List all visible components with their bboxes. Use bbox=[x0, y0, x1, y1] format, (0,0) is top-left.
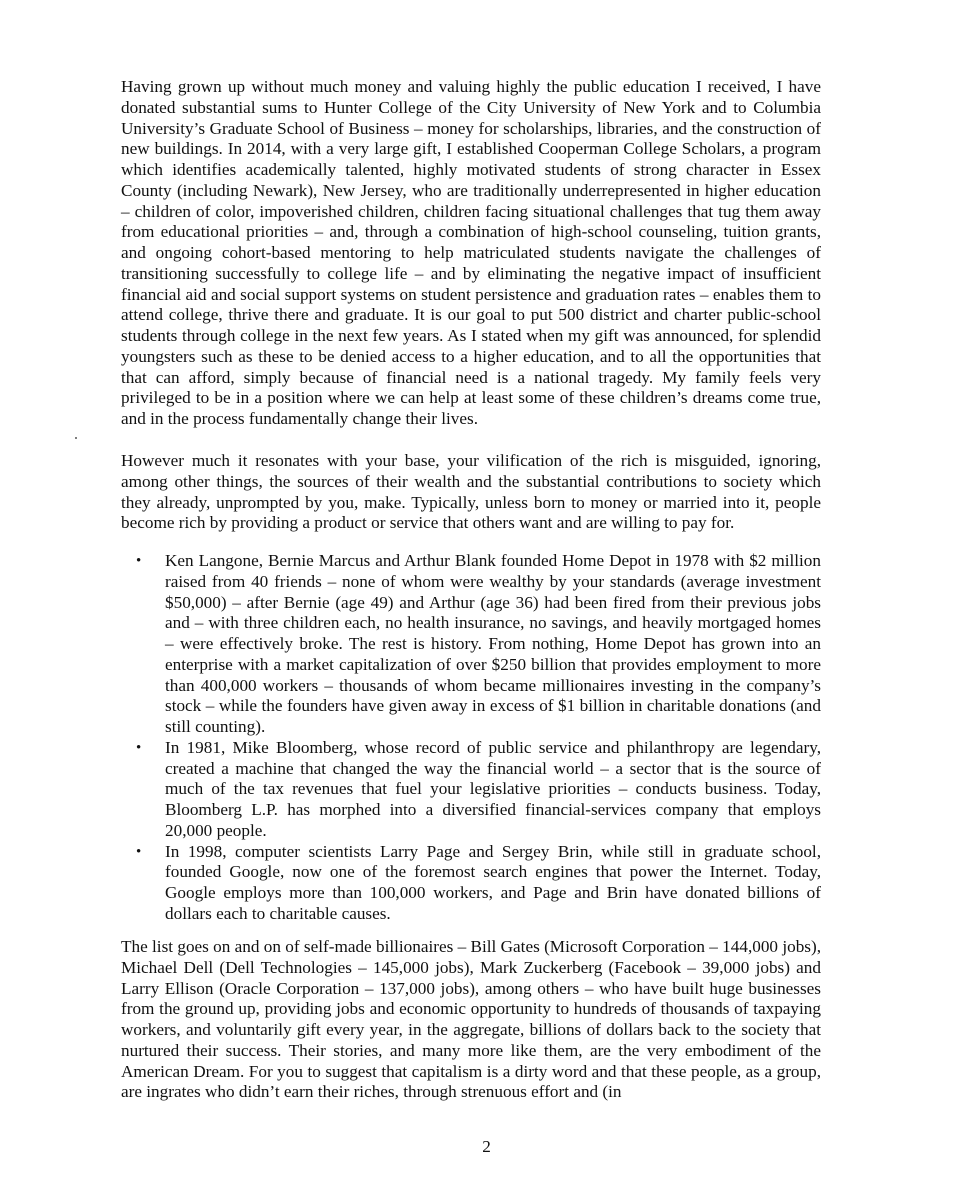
bullet-item-home-depot bbox=[121, 551, 821, 738]
bullet-text: Ken Langone, Bernie Marcus and Arthur Blank founded Home Depot in 1978 with $2 million raised from 40 friends – none of whom were wealthy by your standards (average investment $50,000) – after Bernie (age 49) and Arthur (age 36) had been fired from their previous jobs and – with three children each, no health insurance, no savings, and heavily mortgaged homes – were effectively broke. The rest is history. From nothing, Home Depot has grown into an enterprise with a market capitalization of over $250 billion that provides employment to more than 400,000 workers – thousands of whom became millionaires investing in the company’s stock – while the founders have given away in excess of $1 billion in charitable donations (and still counting). bbox=[165, 551, 821, 736]
paragraph-vilification: However much it resonates with your base, your vilification of the rich is misguided, ignoring, among other things, the sources of their wealth and the substantial contributions to society which they already, unprompted by you, make. Typically, unless born to money or married into it, people become rich by providing a product or service that others want and are willing to pay for. bbox=[121, 451, 821, 533]
bullet-icon: • bbox=[136, 553, 142, 569]
bullet-text: In 1998, computer scientists Larry Page and Sergey Brin, while still in graduate school, founded Google, now one of the foremost search engines that power the Internet. Today, Google employs more than 100,000 workers, and Page and Brin have donated billions of dollars each to charitable causes. bbox=[165, 841, 821, 923]
paragraph-scholars: Having grown up without much money and valuing highly the public education I received, I have donated substantial sums to Hunter College of the City University of New York and to Columbia University’s Graduate School of Business – money for scholarships, libraries, and the construction of new buildings. In 2014, with a very large gift, I established Cooperman College Scholars, a program which identifies academically talented, highly motivated students of strong character in Essex County (including Newark), New Jersey, who are traditionally underrepresented in higher education – children of color, impoverished children, children facing situational challenges that tug them away from educational priorities – and, through a combination of high-school counseling, tuition grants, and ongoing cohort-based mentoring to help matriculated students navigate the challenges of transitioning successfully to college life – and by eliminating the negative impact of insufficient financial aid and social support systems on student persistence and graduation rates – enables them to attend college, thrive there and graduate. It is our goal to put 500 district and charter public-school students through college in the next few years. As I stated when my gift was announced, for splendid youngsters such as these to be denied access to a higher education, and to all the opportunities that that can afford, simply because of financial need is a national tragedy. My family feels very privileged to be in a position where we can help at least some of these children’s dreams come true, and in the process fundamentally change their lives. bbox=[121, 77, 821, 428]
scan-speck bbox=[75, 437, 77, 439]
bullet-item-google bbox=[121, 842, 821, 925]
page-number: 2 bbox=[482, 1137, 491, 1156]
bullet-item-bloomberg bbox=[121, 738, 821, 842]
bullet-text: In 1981, Mike Bloomberg, whose record of public service and philanthropy are legendary, created a machine that changed the way the financial world – a sector that is the source of much of the tax revenues that fuel your legislative priorities – conducts business. Today, Bloomberg L.P. has morphed into a diversified financial-services company that employs 20,000 people. bbox=[165, 737, 821, 840]
bullet-icon: • bbox=[136, 739, 142, 756]
bullet-list bbox=[121, 551, 821, 925]
bullet-icon: • bbox=[136, 843, 142, 860]
paragraph-billionaires: The list goes on and on of self-made billionaires – Bill Gates (Microsoft Corporation – 144,000 jobs), Michael Dell (Dell Technologies – 145,000 jobs), Mark Zuckerberg (Facebook – 39,000 jobs) and Larry Ellison (Oracle Corporation – 137,000 jobs), among others – who have built huge businesses from the ground up, providing jobs and economic opportunity to hundreds of thousands of taxpaying workers, and voluntarily gift every year, in the aggregate, billions of dollars back to the society that nurtured their success. Their stories, and many more like them, are the very embodiment of the American Dream. For you to suggest that capitalism is a dirty word and that these people, as a group, are ingrates who didn’t earn their riches, through strenuous effort and (in bbox=[121, 937, 821, 1102]
